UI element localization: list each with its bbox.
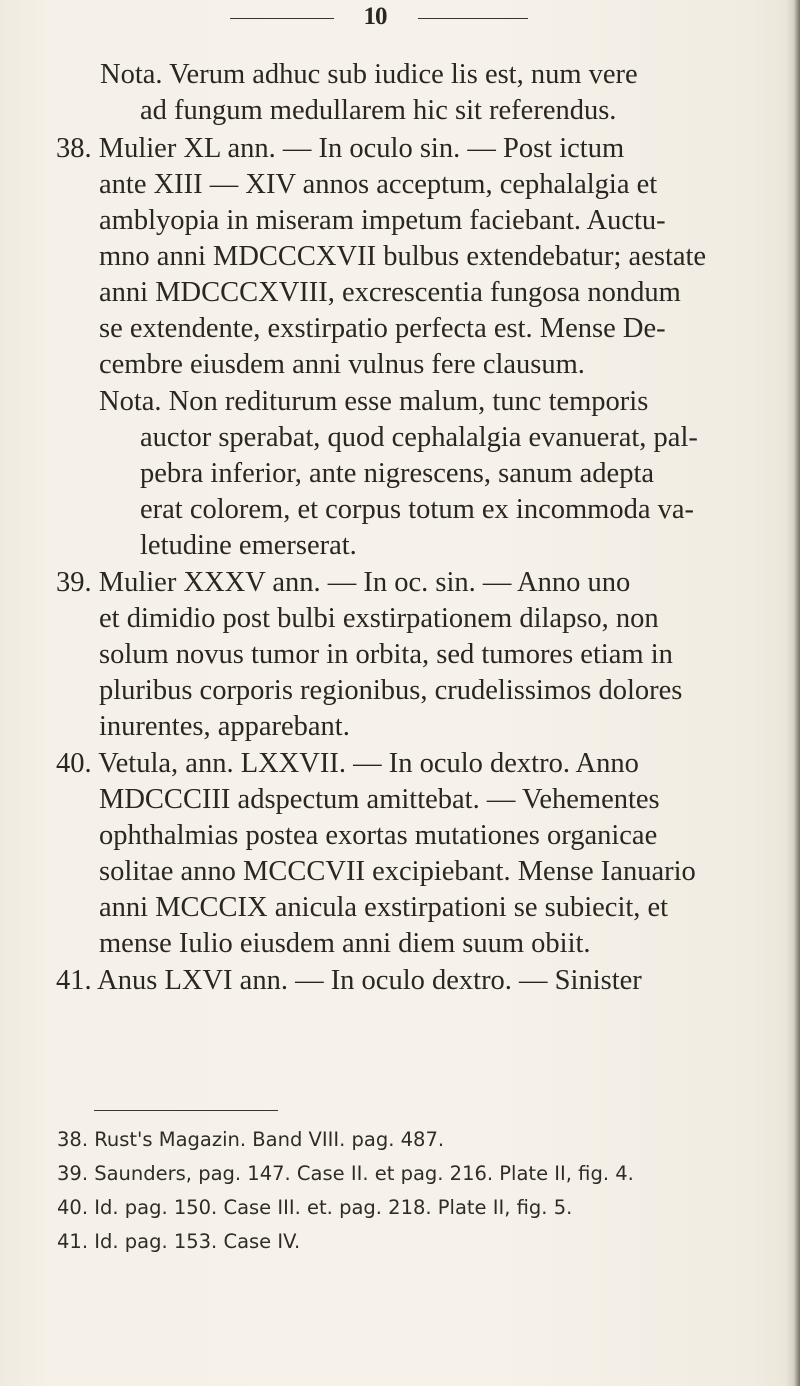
text-line: letudine emerserat.	[140, 530, 357, 561]
text-line: ad fungum medullarem hic sit referendus.	[140, 95, 617, 126]
text-line: mense Iulio eiusdem anni diem suum obiit.	[99, 928, 591, 959]
text-line: anni MDCCCXVIII, excrescentia fungosa nondum	[99, 277, 681, 308]
text-line: et dimidio post bulbi exstirpationem dilapso, non	[99, 603, 659, 634]
footnote: 39. Saunders, pag. 147. Case II. et pag. 216. Plate II, fig. 4.	[57, 1162, 634, 1185]
text-line: anni MCCCIX anicula exstirpationi se subiecit, et	[99, 892, 669, 923]
text-line: inurentes, apparebant.	[99, 711, 350, 742]
header-rule-right	[418, 18, 528, 19]
text-line: 38. Mulier XL ann. — In oculo sin. — Post ictum	[56, 133, 625, 164]
page-number: 10	[363, 3, 387, 30]
text-line: Nota. Non rediturum esse malum, tunc temporis	[99, 386, 649, 417]
text-line: solitae anno MCCCVII excipiebant. Mense Ianuario	[99, 856, 696, 887]
text-line: solum novus tumor in orbita, sed tumores etiam in	[99, 639, 673, 670]
footnote-separator	[94, 1110, 278, 1111]
text-line: ophthalmias postea exortas mutationes organicae	[99, 820, 658, 851]
text-line: mno anni MDCCCXVII bulbus extendebatur; aestate	[99, 241, 707, 272]
text-line: se extendente, exstirpatio perfecta est. Mense De-	[99, 313, 666, 344]
text-line: 39. Mulier XXXV ann. — In oc. sin. — Anno uno	[56, 567, 631, 598]
text-line: MDCCCIII adspectum amittebat. — Vehementes	[99, 784, 660, 815]
text-line: pebra inferior, ante nigrescens, sanum adepta	[140, 458, 655, 489]
text-line: amblyopia in miseram impetum faciebant. Auctu-	[99, 205, 666, 236]
footnote: 38. Rust's Magazin. Band VIII. pag. 487.	[57, 1128, 445, 1151]
header-rule-left	[230, 18, 334, 19]
text-line: erat colorem, et corpus totum ex incommoda va-	[140, 494, 694, 525]
text-line: 41. Anus LXVI ann. — In oculo dextro. — Sinister	[56, 965, 642, 996]
text-line: pluribus corporis regionibus, crudelissimos dolores	[99, 675, 683, 706]
text-line: ante XIII — XIV annos acceptum, cephalalgia et	[99, 169, 658, 200]
text-line: cembre eiusdem anni vulnus fere clausum.	[99, 349, 585, 380]
footnote: 40. Id. pag. 150. Case III. et. pag. 218. Plate II, fig. 5.	[57, 1196, 573, 1219]
footnote: 41. Id. pag. 153. Case IV.	[57, 1230, 301, 1253]
text-line: 40. Vetula, ann. LXXVII. — In oculo dextro. Anno	[56, 748, 639, 779]
page-edge-shadow	[786, 0, 800, 1386]
text-line: Nota. Verum adhuc sub iudice lis est, num vere	[100, 59, 638, 90]
page-header	[230, 4, 530, 34]
text-line: auctor sperabat, quod cephalalgia evanuerat, pal-	[140, 422, 698, 453]
